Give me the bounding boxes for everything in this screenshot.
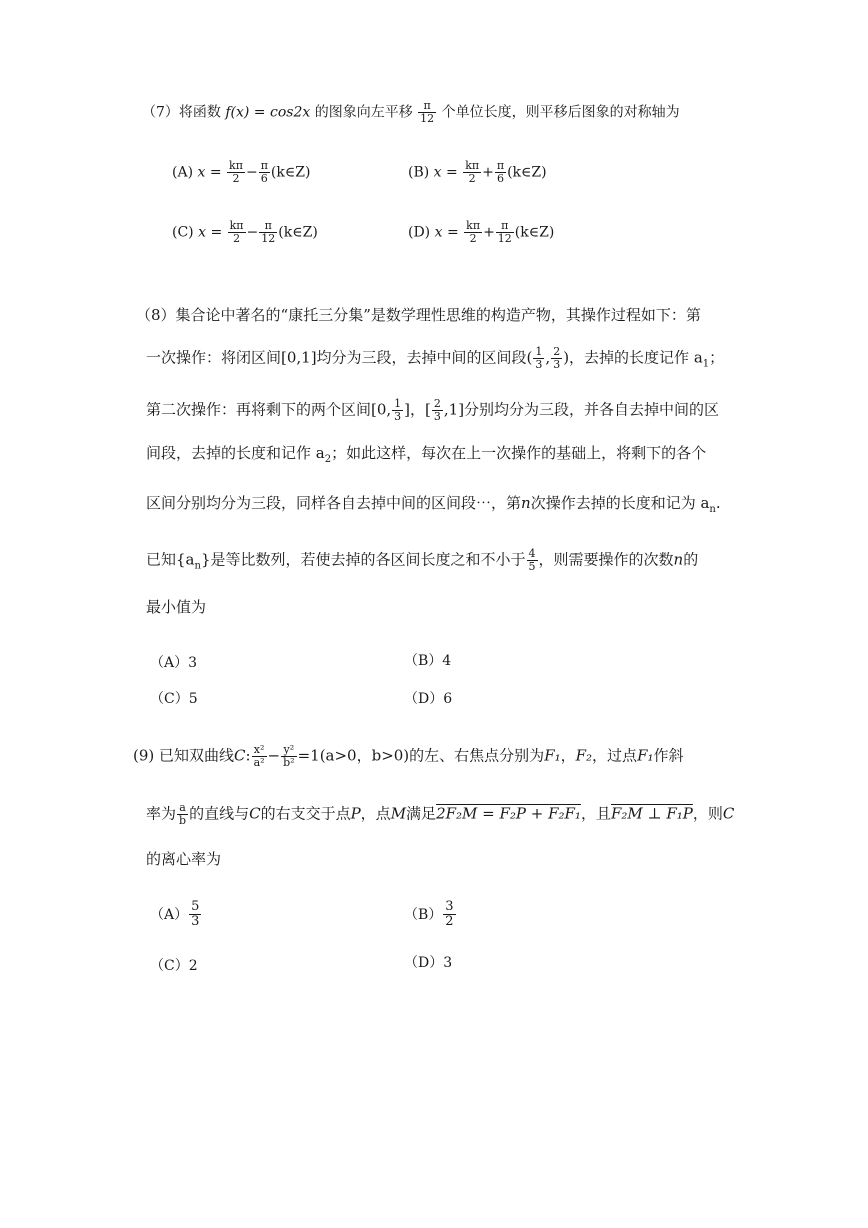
q9-line-2: 率为 $\frac{a}{b}$ 的直线与C的右支交于点P，点M满足2F₂M = F₂P + F₂F₁，且F₂M ⊥ F₁P，则C: [146, 801, 735, 828]
q7-shift-fraction: $\frac{\pi}{12}$: [420, 99, 435, 126]
q9-option-a[interactable]: （A） $\frac{5}{3}$: [150, 899, 200, 930]
q7-option-b[interactable]: (B) x = $\frac{k\pi}{2}$ + $\frac{\pi}{6}$ (k∈Z): [408, 159, 547, 186]
q9-fraction-slope: $\frac{a}{b}$: [179, 801, 187, 828]
q7-stem-b: 的图象向左平移: [310, 104, 418, 121]
q8-fraction-2-3: $\frac{2}{3}$: [553, 345, 561, 372]
q8-option-d[interactable]: （D）6: [404, 691, 453, 707]
q9-fraction-x2-a2: $\frac{\text{x²}}{\text{a²}}$: [253, 743, 265, 770]
q8-line-1: （8）集合论中著名的“康托三分集”是数学理性思维的构造产物，其操作过程如下：第: [136, 306, 701, 324]
q8-fraction-1-3: $\frac{1}{3}$: [535, 345, 543, 372]
q8-fraction-4-5: $\frac{4}{5}$: [528, 547, 536, 574]
q7-func: f(x) = cos2x: [225, 104, 311, 121]
q8-line-4: 间段，去掉的长度和记作 $a_2$；如此这样，每次在上一次操作的基础上，将剩下的各个: [146, 444, 707, 465]
q8-line-6: 已知$\{a_n\}$是等比数列，若使去掉的各区间长度之和不小于 $\frac{4}{5}$ ，则需要操作的次数n的: [146, 547, 699, 574]
q7-stem-a: （7）将函数: [142, 104, 226, 121]
q7-stem: [142, 100, 680, 125]
q9-option-c[interactable]: （C）2: [150, 958, 198, 974]
q8-line-5: 区间分别均分为三段，同样各自去掉中间的区间段⋯，第n次操作去掉的长度和记为 $a_n$.: [146, 494, 721, 515]
q9-fraction-y2-b2: $\frac{\text{y²}}{\text{b²}}$: [283, 743, 295, 770]
q8-line-7: 最小值为: [146, 598, 207, 616]
q7-option-d[interactable]: (D) x = $\frac{k\pi}{2}$ + $\frac{\pi}{12}$ (k∈Z): [408, 219, 555, 246]
q9-vector-condition-2: F₂M ⊥ F₁P: [610, 804, 693, 823]
q9-line-1: (9) 已知双曲线C: $\frac{\text{x²}}{\text{a²}}$ − $\frac{\text{y²}}{\text{b²}}$ =1(a>0，b>0)的左、右焦点分别为F₁，F₂，过点F₁作斜: [133, 743, 684, 770]
q8-line-2: 一次操作：将闭区间[0,1]均分为三段，去掉中间的区间段( $\frac{1}{3}$ , $\frac{2}{3}$ )，去掉的长度记作 $a_1$；: [146, 345, 725, 372]
q9-option-d[interactable]: （D）3: [404, 955, 453, 971]
q9-vector-condition-1: 2F₂M = F₂P + F₂F₁: [436, 804, 581, 823]
q8-option-c[interactable]: （C）5: [150, 691, 198, 707]
q8-line-3: 第二次操作：再将剩下的两个区间[0, $\frac{1}{3}$ ]，[ $\frac{2}{3}$ ,1]分别均分为三段，并各自去掉中间的区: [146, 397, 720, 424]
q7-option-a[interactable]: (A) x = $\frac{k\pi}{2}$ − $\frac{\pi}{6}$ (k∈Z): [172, 159, 311, 186]
q7-stem-c: 个单位长度，则平移后图象的对称轴为: [437, 104, 680, 121]
q8-option-a[interactable]: （A）3: [150, 655, 198, 671]
q9-line-3: 的离心率为: [146, 850, 222, 868]
q8-option-b[interactable]: （B）4: [404, 653, 452, 669]
q7-option-c[interactable]: (C) x = $\frac{k\pi}{2}$ − $\frac{\pi}{12}$ (k∈Z): [172, 219, 318, 246]
q9-option-b[interactable]: （B） $\frac{3}{2}$: [404, 899, 454, 930]
